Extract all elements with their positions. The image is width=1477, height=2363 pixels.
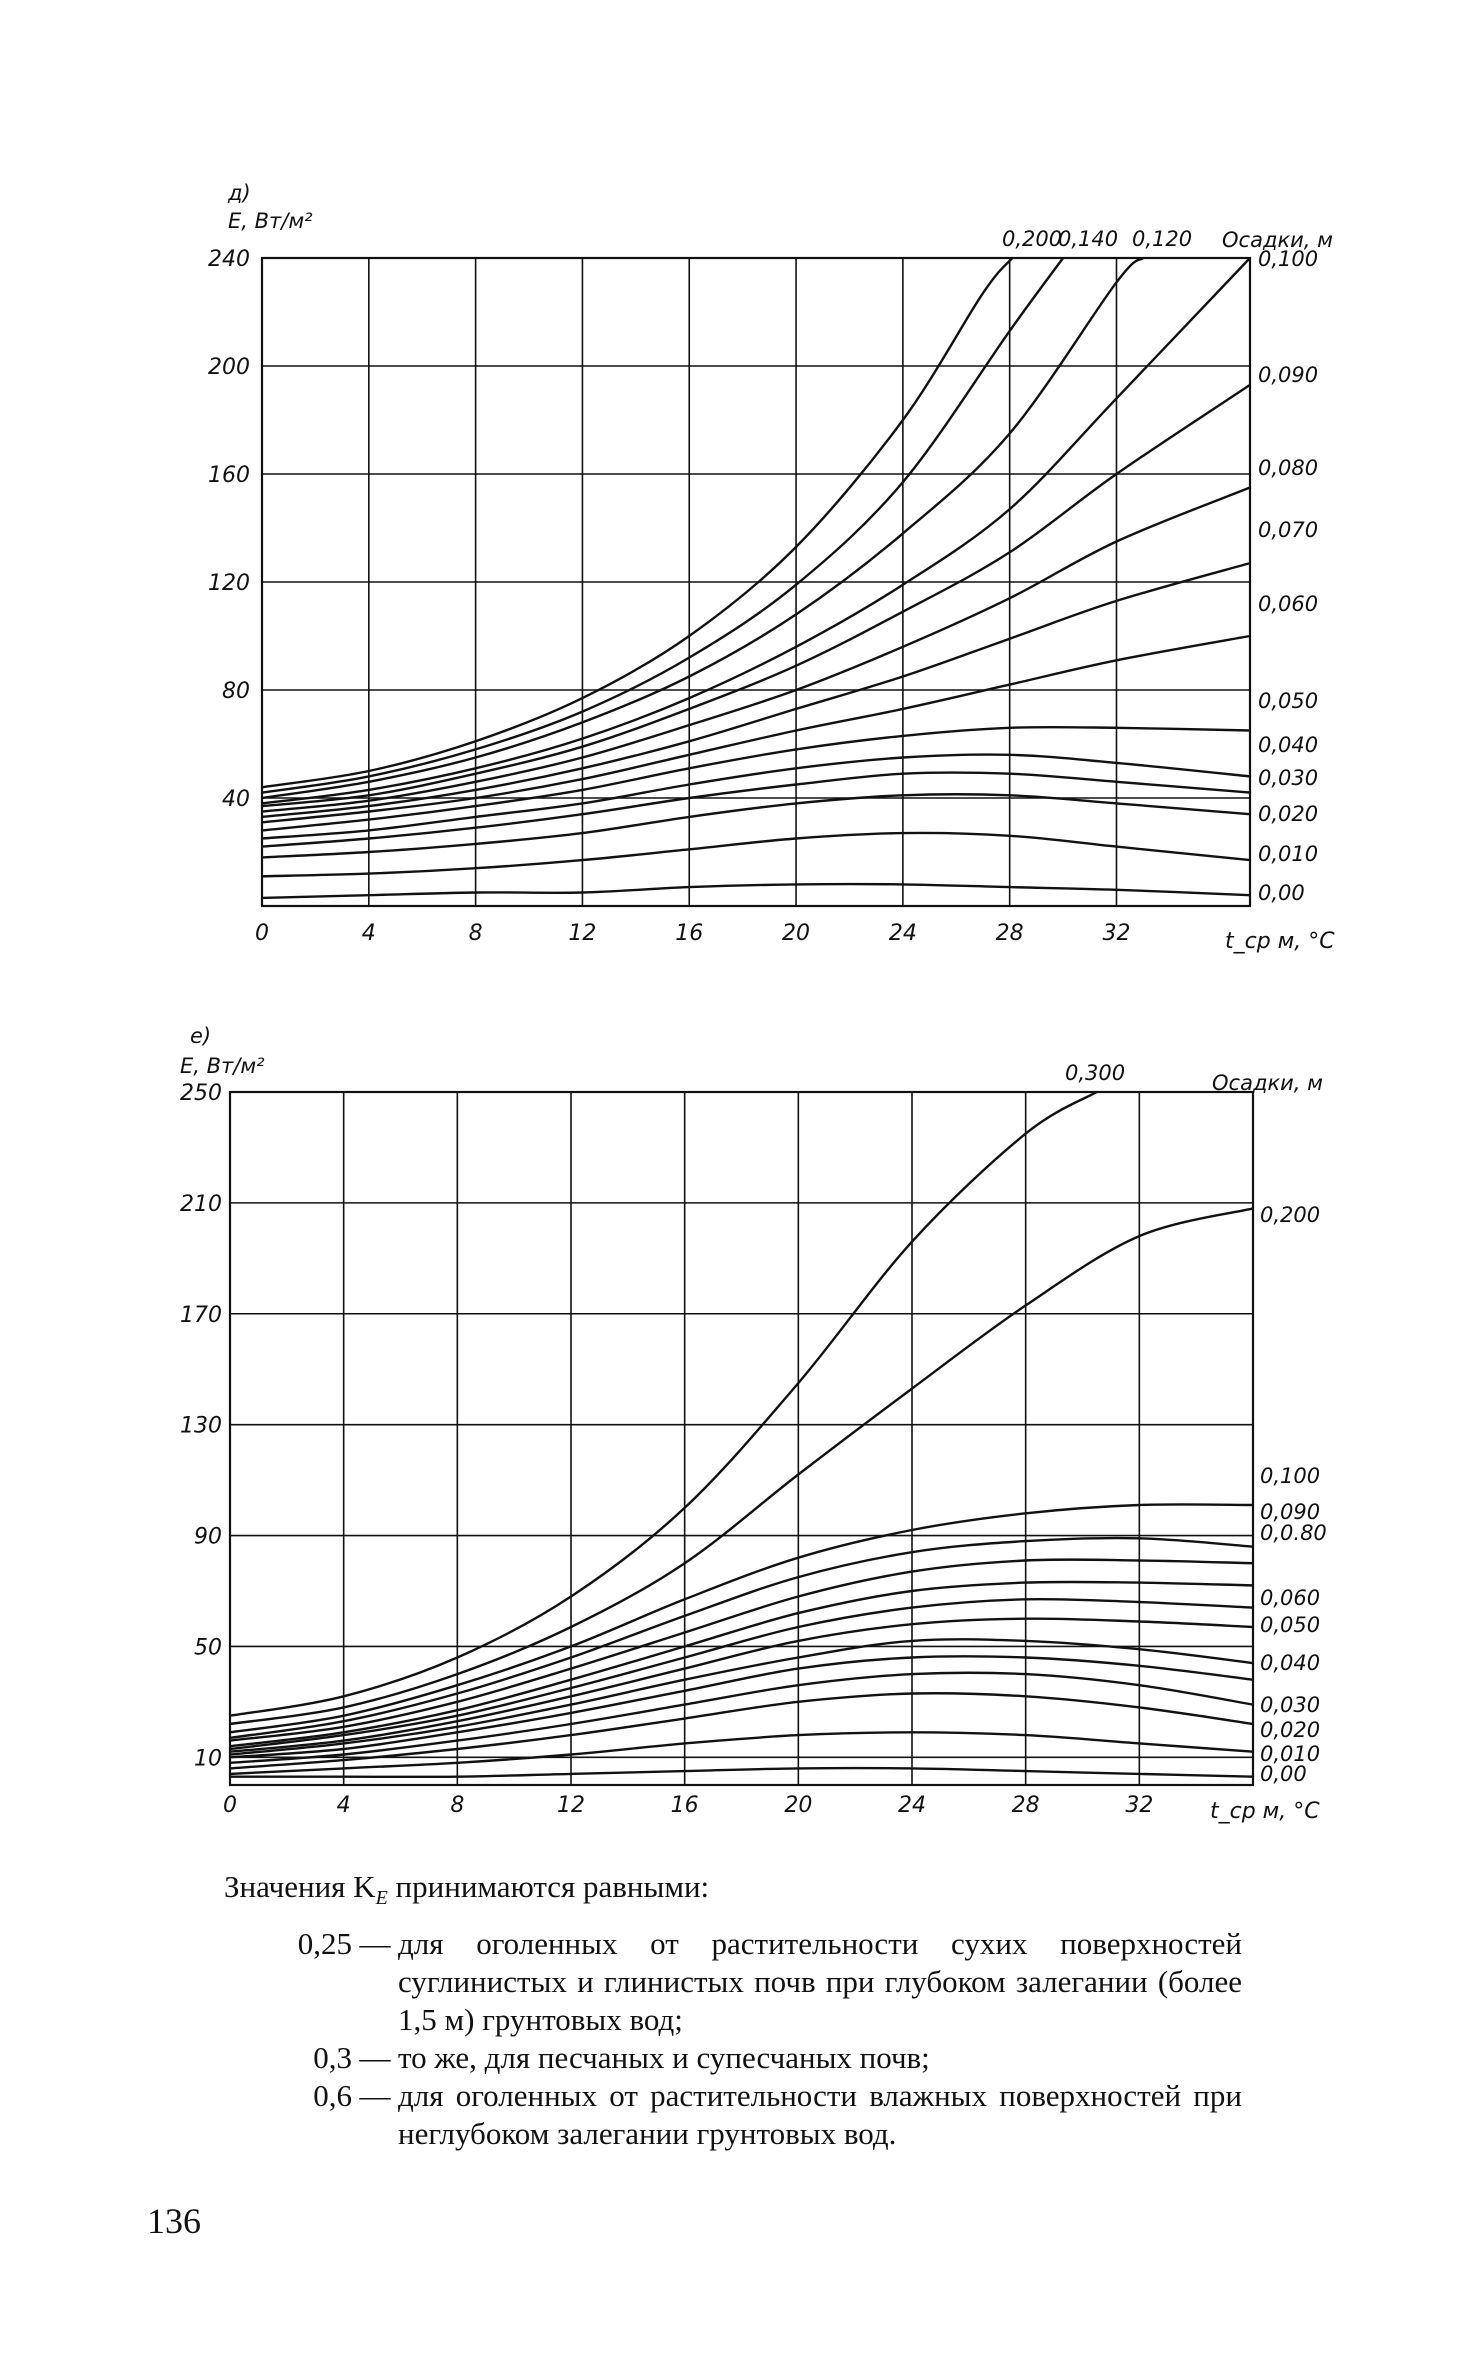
x-tick-label: 12 — [568, 921, 597, 946]
caption-intro-rest: принимаются равными: — [387, 1869, 710, 1904]
y-tick-label: 50 — [194, 1635, 222, 1661]
series-label: 0,020 — [1260, 1718, 1321, 1742]
series-label: 0,030 — [1260, 1693, 1321, 1717]
series-line — [230, 1538, 1253, 1738]
series-label: 0,00 — [1260, 1762, 1307, 1786]
caption-text: для оголенных от растительности сухих поверхностей суглинистых и глинистых почв при глубоком залегании (более 1,5 м) грунтовых вод; — [398, 1926, 1242, 2038]
series-line — [262, 884, 1250, 898]
x-tick-label: 8 — [450, 1793, 465, 1818]
x-tick-label: 16 — [670, 1793, 699, 1818]
series-label: 0,020 — [1258, 802, 1319, 826]
series-label: 0,010 — [1258, 842, 1319, 866]
series-label: 0,050 — [1260, 1613, 1321, 1637]
x-tick-label: 16 — [675, 921, 704, 946]
chart-bottom — [180, 1024, 1327, 1824]
panel-label: д) — [228, 181, 251, 205]
x-tick-label: 28 — [995, 921, 1024, 946]
series-label: 0,0.80 — [1260, 1521, 1327, 1545]
y-tick-label: 10 — [194, 1746, 222, 1772]
series-label: 0,200 — [1260, 1203, 1321, 1227]
x-tick-label: 4 — [361, 921, 376, 946]
series-line — [262, 258, 1063, 793]
chart-top — [208, 181, 1335, 954]
series-line — [262, 258, 1012, 787]
legend-title: Осадки, м — [1212, 1071, 1323, 1095]
series-line — [262, 727, 1250, 830]
x-tick-label: 28 — [1011, 1793, 1040, 1818]
y-tick-label: 200 — [208, 355, 250, 380]
caption-item — [222, 1925, 1242, 2039]
caption-value: 0,6 — [313, 2078, 352, 2114]
x-tick-label: 20 — [784, 1793, 813, 1818]
series-label-top: 0,200 — [1002, 227, 1063, 251]
caption-text: для оголенных от растительности влажных поверхностей при неглубоком залегании грунтовых вод. — [398, 2078, 1242, 2152]
x-tick-label: 20 — [782, 921, 811, 946]
series-line — [230, 1582, 1253, 1746]
caption — [222, 1868, 1242, 2153]
caption-intro — [224, 1868, 1242, 1917]
series-label: 0,040 — [1260, 1651, 1321, 1675]
caption-dash: — — [359, 1926, 391, 1962]
page-number: 136 — [147, 2201, 201, 2241]
series-line — [230, 1092, 1097, 1716]
series-label: 0,030 — [1258, 766, 1319, 790]
series-label: 0,00 — [1258, 881, 1305, 905]
y-tick-label: 120 — [208, 571, 250, 596]
legend-title: Осадки, м — [1222, 228, 1333, 252]
series-line — [262, 488, 1250, 812]
series-line — [262, 258, 1143, 798]
series-label: 0,050 — [1258, 689, 1319, 713]
x-tick-label: 0 — [223, 1793, 237, 1818]
x-axis-title: t_ср м, °C — [1225, 929, 1335, 954]
y-tick-label: 210 — [180, 1191, 222, 1217]
caption-dash: — — [359, 2040, 391, 2076]
y-axis-label: E, Вт/м² — [228, 209, 313, 233]
x-tick-label: 4 — [336, 1793, 351, 1818]
caption-item — [222, 2077, 1242, 2153]
series-line — [262, 385, 1250, 806]
caption-intro-sub: E — [375, 1887, 388, 1910]
x-tick-label: 24 — [898, 1793, 926, 1818]
y-tick-label: 240 — [208, 247, 250, 272]
series-line — [230, 1768, 1253, 1777]
series-label: 0,060 — [1260, 1586, 1321, 1610]
series-label-top: 0,300 — [1065, 1061, 1126, 1085]
x-tick-label: 8 — [468, 921, 483, 946]
series-label: 0,060 — [1258, 592, 1319, 616]
series-line — [262, 833, 1250, 876]
caption-text: то же, для песчаных и супесчаных почв; — [398, 2040, 930, 2076]
series-label: 0,080 — [1258, 456, 1319, 480]
series-label-top: 0,120 — [1132, 227, 1193, 251]
y-tick-label: 80 — [222, 679, 250, 704]
y-tick-label: 160 — [208, 463, 250, 488]
series-label: 0,100 — [1258, 247, 1319, 271]
series-label: 0,090 — [1258, 363, 1319, 387]
series-label-top: 0,140 — [1058, 227, 1119, 251]
y-tick-label: 130 — [180, 1413, 222, 1439]
x-tick-label: 24 — [888, 921, 917, 946]
x-tick-label: 32 — [1125, 1793, 1154, 1818]
y-axis-label: E, Вт/м² — [180, 1054, 265, 1078]
y-tick-label: 170 — [180, 1302, 222, 1328]
x-axis-title: t_ср м, °C — [1210, 1799, 1320, 1824]
x-tick-label: 32 — [1102, 921, 1131, 946]
x-tick-label: 0 — [255, 921, 269, 946]
series-label: 0,070 — [1258, 518, 1319, 542]
y-tick-label: 250 — [180, 1081, 222, 1106]
series-label: 0,040 — [1258, 733, 1319, 757]
caption-value: 0,3 — [313, 2040, 352, 2076]
panel-label: е) — [190, 1024, 212, 1048]
caption-value: 0,25 — [297, 1926, 352, 1962]
series-label: 0,100 — [1260, 1464, 1321, 1488]
series-label: 0,010 — [1260, 1742, 1321, 1766]
x-tick-label: 12 — [557, 1793, 585, 1818]
y-tick-label: 90 — [194, 1524, 222, 1550]
series-label: 0,090 — [1260, 1500, 1321, 1524]
y-tick-label: 40 — [222, 787, 250, 812]
caption-intro-text: Значения K — [224, 1869, 376, 1904]
caption-dash: — — [359, 2078, 391, 2114]
caption-item — [222, 2039, 1242, 2077]
